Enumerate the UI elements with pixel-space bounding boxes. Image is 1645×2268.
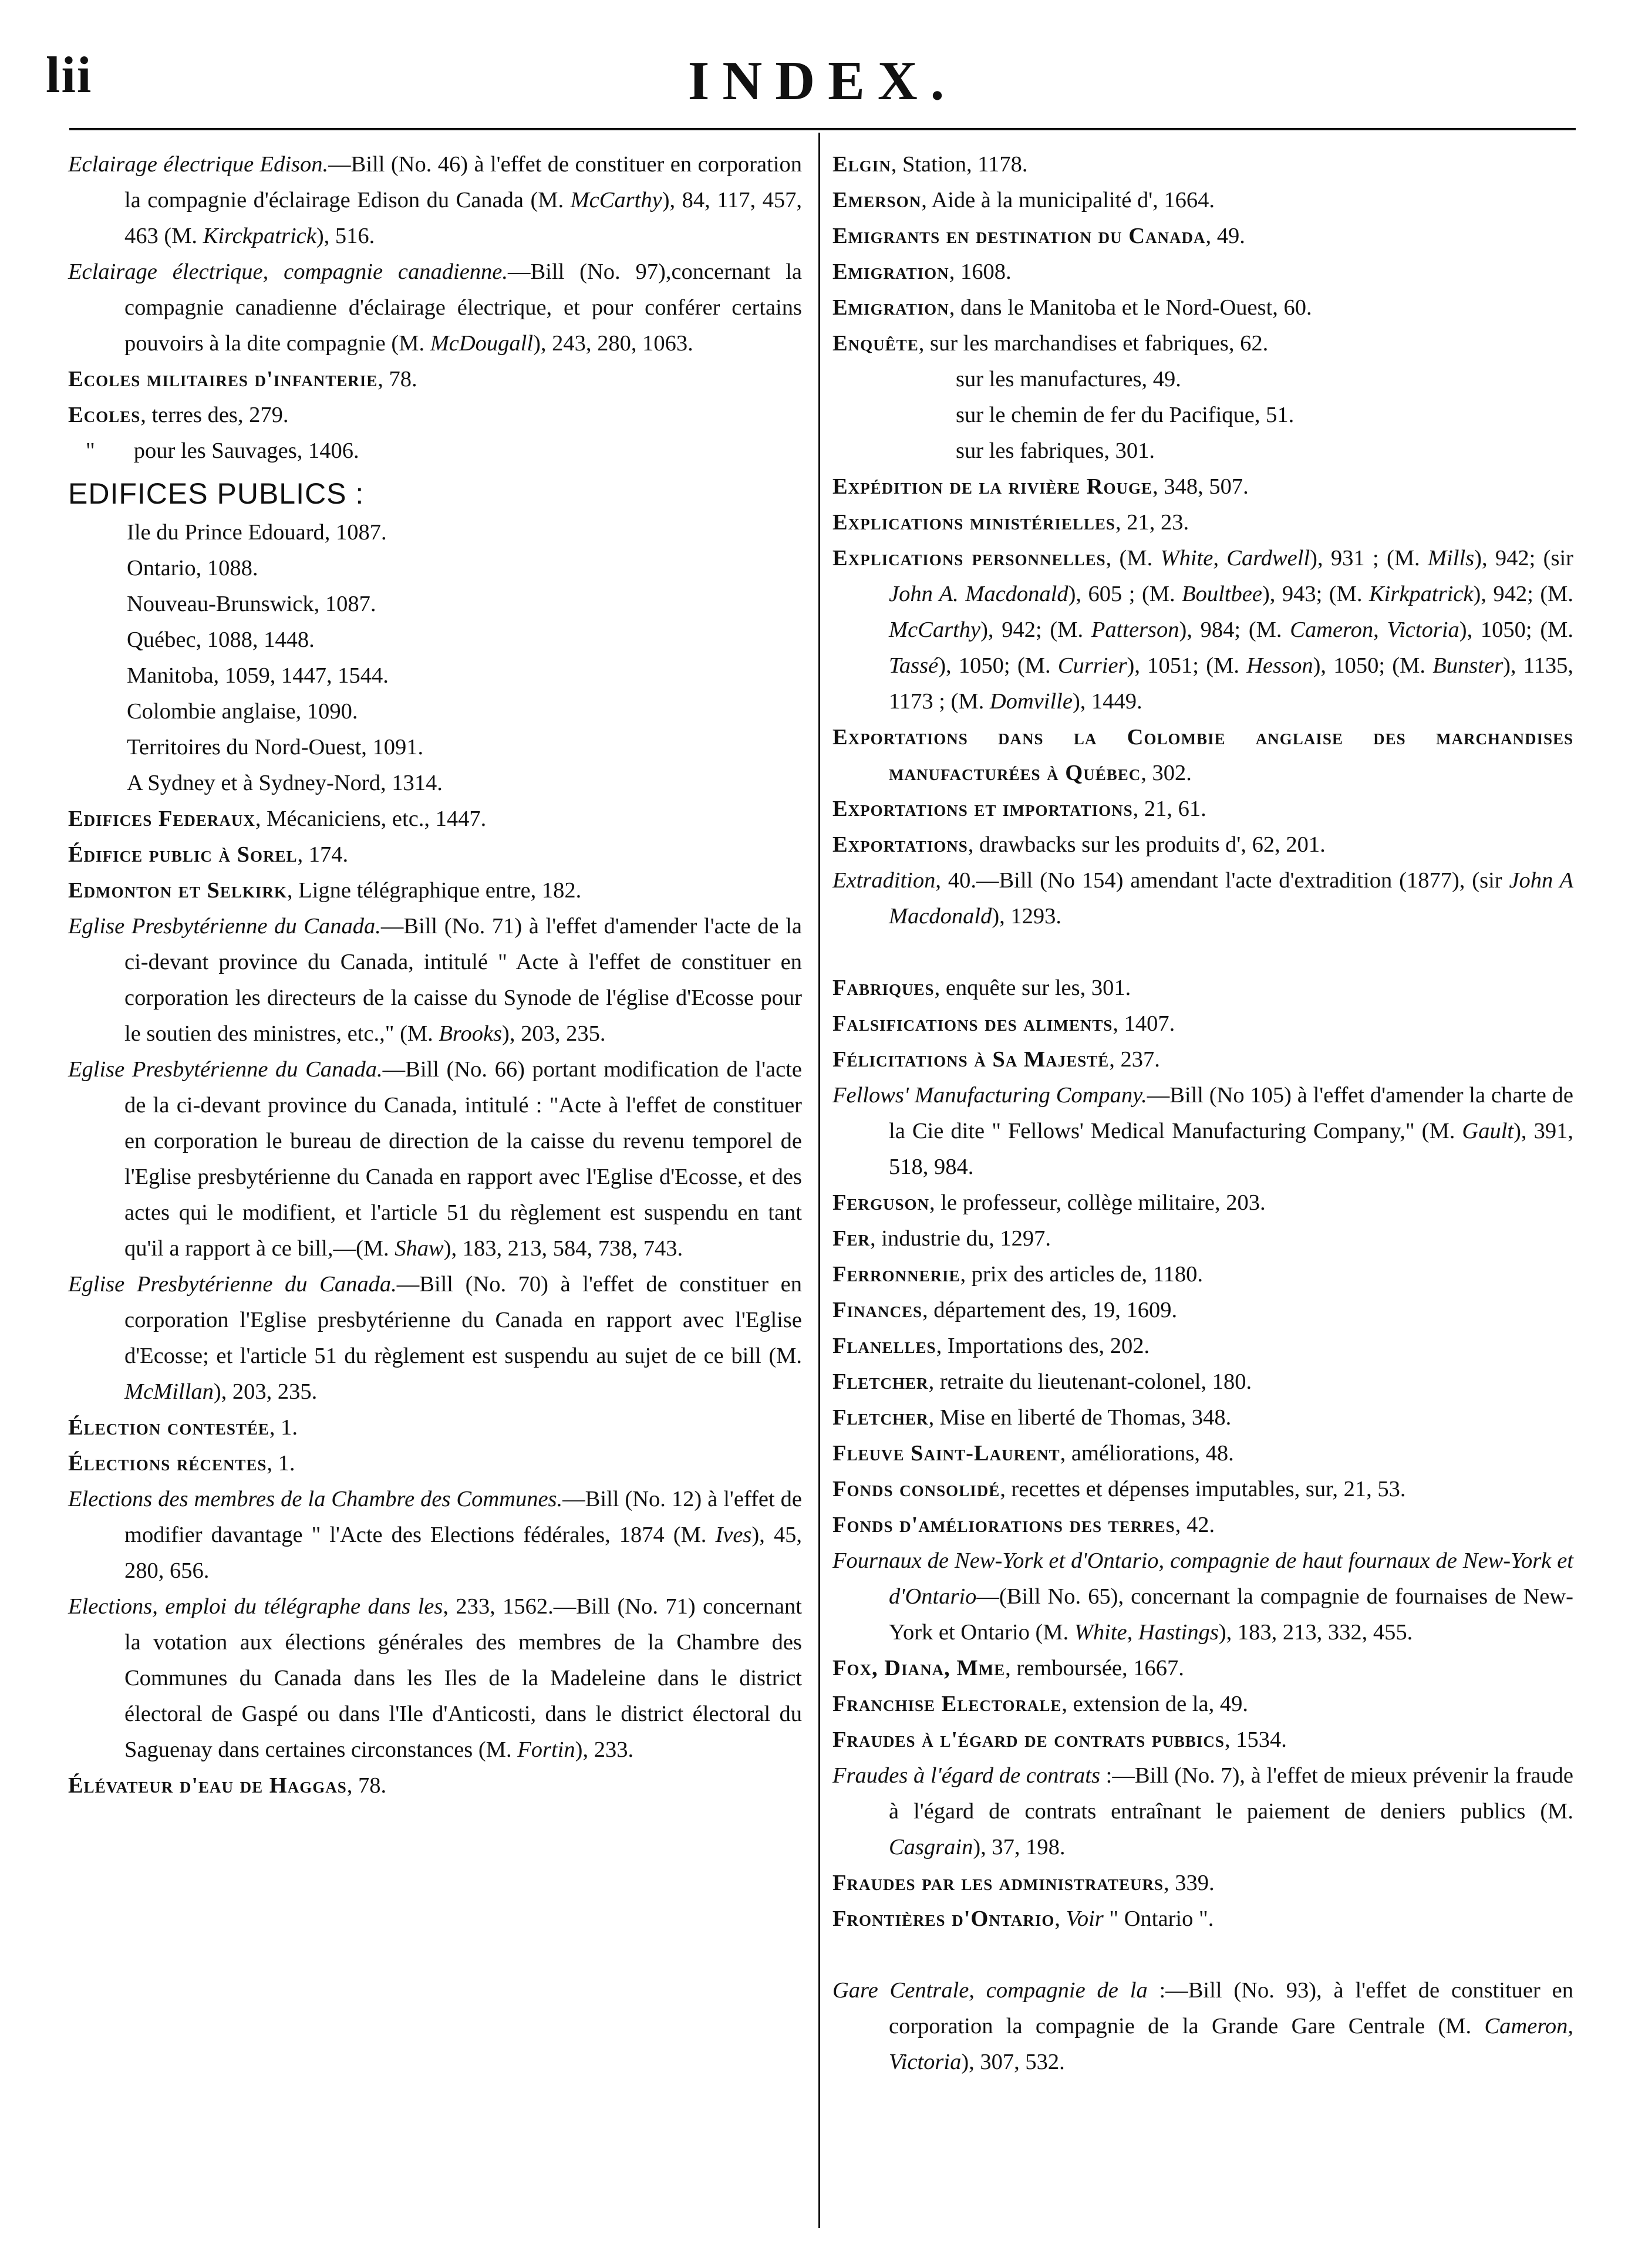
index-entry: Fonds d'améliorations des terres, 42. [832, 1513, 1215, 1537]
index-entry: Emigration, dans le Manitoba et le Nord-Ouest, 60. [832, 295, 1312, 320]
list-item: sur le chemin de fer du Pacifique, 51. [956, 403, 1295, 427]
index-entry: Fournaux de New-York et d'Ontario, compagnie de haut fournaux de New-York et d'Ontario—(Bill No. 65), concernant la compagnie de fournaises de New-York et Ontario (M. White, Hastings), 183, 213, 332, 455. [832, 1548, 1573, 1645]
index-entry: Expédition de la rivière Rouge, 348, 507. [832, 474, 1249, 499]
index-entry: Ecoles, terres des, 279. [68, 403, 289, 427]
index-entry: Finances, département des, 19, 1609. [832, 1298, 1178, 1322]
index-entry: Frontières d'Ontario, Voir " Ontario ". [832, 1906, 1214, 1931]
page-title: INDEX. [687, 50, 958, 112]
index-entry: Félicitations à Sa Majesté, 237. [832, 1047, 1160, 1072]
index-entry: Ferronnerie, prix des articles de, 1180. [832, 1262, 1203, 1287]
index-entry: Ecoles militaires d'infanterie, 78. [68, 367, 417, 392]
index-entry: Extradition, 40.—Bill (No 154) amendant l'acte d'extradition (1877), (sir John A Macdonald), 1293. [832, 868, 1573, 929]
index-entry: Eglise Presbytérienne du Canada.—Bill (No. 66) portant modification de l'acte de la ci-devant province du Canada, intitulé : "Acte à l'effet de constituer en corporation le bureau de direction de la caisse du revenu temporel de l'Eglise presbytérienne du Canada en rapport avec l'Eglise d'Ecosse, et des actes qui le modifient, et l'article 51 du règlement est suspendu en tant qu'il a rapport à ce bill,—(M. Shaw), 183, 213, 584, 738, 743. [68, 1057, 802, 1261]
index-entry: Explications ministérielles, 21, 23. [832, 510, 1189, 535]
index-entry: Fraudes à l'égard de contrats :—Bill (No. 7), à l'effet de mieux prévenir la fraude à l'égard de contrats entraînant le paiement de deniers publics (M. Casgrain), 37, 198. [832, 1763, 1573, 1859]
index-entry: Fellows' Manufacturing Company.—Bill (No 105) à l'effet d'amender la charte de la Cie dite " Fellows' Medical Manufacturing Company," (M. Gault), 391, 518, 984. [832, 1083, 1574, 1179]
index-entry: Emigrants en destination du Canada, 49. [832, 224, 1245, 248]
index-entry: Exportations dans la Colombie anglaise des marchandises manufacturées à Québec, 302. [832, 725, 1573, 785]
list-item: Ile du Prince Edouard, 1087. [127, 520, 387, 545]
index-entry: Fleuve Saint-Laurent, améliorations, 48. [832, 1441, 1234, 1466]
index-entry: Emigration, 1608. [832, 259, 1012, 284]
index-entry: Eglise Presbytérienne du Canada.—Bill (No. 70) à l'effet de constituer en corporation l'Eglise presbytérienne du Canada en rapport avec l'Eglise d'Ecosse; et l'article 51 du règlement est suspendu au sujet de ce bill (M. McMillan), 203, 235. [68, 1272, 803, 1404]
index-entry: Fraudes par les administrateurs, 339. [832, 1871, 1215, 1895]
index-entry: Édifice public à Sorel, 174. [68, 842, 349, 867]
list-item: Territoires du Nord-Ouest, 1091. [127, 735, 424, 760]
index-entry: Élections récentes, 1. [68, 1451, 295, 1476]
index-entry: Fox, Diana, Mme, remboursée, 1667. [832, 1656, 1184, 1680]
index-entry: Fer, industrie du, 1297. [832, 1226, 1051, 1251]
index-entry: Flanelles, Importations des, 202. [832, 1334, 1150, 1358]
list-item: sur les manufactures, 49. [956, 367, 1181, 392]
index-entry: " pour les Sauvages, 1406. [86, 438, 359, 463]
list-item: Ontario, 1088. [127, 556, 258, 580]
left-column [68, 147, 802, 1804]
list-item: Colombie anglaise, 1090. [127, 699, 358, 724]
list-item: Québec, 1088, 1448. [127, 627, 315, 652]
index-entry: Emerson, Aide à la municipalité d', 1664. [832, 188, 1215, 212]
list-item: sur les fabriques, 301. [956, 438, 1155, 463]
index-entry: Fraudes à l'égard de contrats pubbics, 1534. [832, 1727, 1287, 1752]
index-entry: Edifices Federaux, Mécaniciens, etc., 1447. [68, 806, 487, 831]
index-entry: Élection contestée, 1. [68, 1415, 298, 1440]
index-entry: Falsifications des aliments, 1407. [832, 1011, 1175, 1036]
list-item: Nouveau-Brunswick, 1087. [127, 592, 376, 616]
index-entry: Fabriques, enquête sur les, 301. [832, 976, 1131, 1000]
page-number: lii [46, 47, 93, 104]
column-divider [818, 133, 820, 2228]
index-entry: Edmonton et Selkirk, Ligne télégraphique entre, 182. [68, 878, 582, 903]
index-entry: Ferguson, le professeur, collège militaire, 203. [832, 1190, 1266, 1215]
index-entry: Gare Centrale, compagnie de la :—Bill (No. 93), à l'effet de constituer en corporation la compagnie de la Grande Gare Centrale (M. Cameron, Victoria), 307, 532. [832, 1978, 1574, 2074]
index-entry: Fletcher, Mise en liberté de Thomas, 348. [832, 1405, 1232, 1430]
section-heading: EDIFICES PUBLICS : [68, 477, 365, 510]
index-entry: Exportations et importations, 21, 61. [832, 797, 1206, 821]
index-entry: Enquête, sur les marchandises et fabriques, 62. [832, 331, 1269, 356]
index-entry: Eglise Presbytérienne du Canada.—Bill (No. 71) à l'effet d'amender l'acte de la ci-devant province du Canada, intitulé " Acte à l'effet de constituer en corporation les directeurs de la caisse du Synode de l'église d'Ecosse pour le soutien des ministres, etc.," (M. Brooks), 203, 235. [68, 914, 802, 1046]
index-entry: Eclairage électrique Edison.—Bill (No. 46) à l'effet de constituer en corporation la compagnie d'éclairage Edison du Canada (M. McCarthy), 84, 117, 457, 463 (M. Kirckpatrick), 516. [68, 152, 802, 248]
index-entry: Élévateur d'eau de Haggas, 78. [68, 1773, 387, 1798]
index-entry: Elgin, Station, 1178. [832, 152, 1028, 177]
index-entry: Exportations, drawbacks sur les produits d', 62, 201. [832, 832, 1326, 857]
index-entry: Fletcher, retraite du lieutenant-colonel, 180. [832, 1369, 1252, 1394]
index-entry: Franchise Electorale, extension de la, 49. [832, 1692, 1248, 1716]
index-entry: Fonds consolidé, recettes et dépenses imputables, sur, 21, 53. [832, 1477, 1406, 1501]
index-entry: Elections des membres de la Chambre des Communes.—Bill (No. 12) à l'effet de modifier davantage " l'Acte des Elections fédérales, 1874 (M. Ives), 45, 280, 656. [68, 1487, 802, 1583]
index-entry: Explications personnelles, (M. White, Cardwell), 931 ; (M. Mills), 942; (sir John A. Macdonald), 605 ; (M. Boultbee), 943; (M. Kirkpatrick), 942; (M. McCarthy), 942; (M. Patterson), 984; (M. Cameron, Victoria), 1050; (M. Tassé), 1050; (M. Currier), 1051; (M. Hesson), 1050; (M. Bunster), 1135, 1173 ; (M. Domville), 1449. [832, 546, 1574, 714]
right-column [832, 147, 1573, 2080]
index-entry: Elections, emploi du télégraphe dans les, 233, 1562.—Bill (No. 71) concernant la votation aux élections générales des membres de la Chambre des Communes du Canada dans les Iles de la Madeleine dans le district électoral de Gaspé ou dans l'Ile d'Anticosti, dans le district électoral du Saguenay dans certaines circonstances (M. Fortin), 233. [68, 1594, 802, 1762]
index-entry: Eclairage électrique, compagnie canadienne.—Bill (No. 97),concernant la compagnie canadienne d'éclairage électrique, et pour conférer certains pouvoirs à la dite compagnie (M. McDougall), 243, 280, 1063. [68, 259, 802, 356]
list-item: A Sydney et à Sydney-Nord, 1314. [127, 771, 443, 795]
header-rule [69, 128, 1576, 130]
list-item: Manitoba, 1059, 1447, 1544. [127, 663, 389, 688]
